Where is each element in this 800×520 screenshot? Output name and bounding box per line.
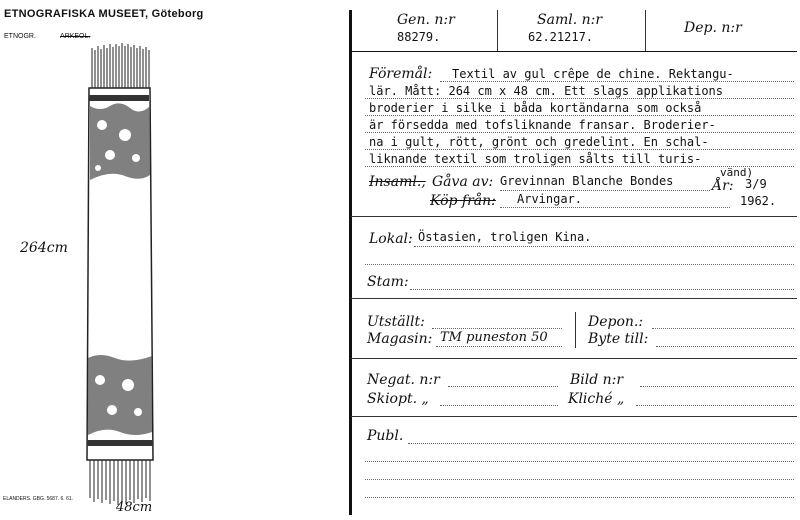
printer-mark: ELANDERS. GBG. 5687. 6. 61. [3,496,74,502]
lokal-value: Östasien, troligen Kina. [418,230,592,244]
lokal-label: Lokal: [369,231,413,247]
saml-value: 62.21217. [528,30,594,44]
gava-label: Gåva av: [432,174,494,190]
gen-label: Gen. n:r [397,12,455,28]
magasin-label: Magasin: [367,331,433,347]
card-divider [349,10,352,515]
bild-label: Bild n:r [570,372,624,388]
byte-label: Byte till: [588,331,649,347]
publ-label: Publ. [367,428,404,444]
dep-label: Dep. n:r [684,20,742,36]
museum-name: ETNOGRAFISKA MUSEET, Göteborg [4,8,204,20]
foremal-label: Föremål: [369,66,433,82]
arkeol-label: ARKEOL. [60,33,91,40]
year-value: 1962. [740,194,777,208]
foremal-line-6: liknande textil som troligen sålts till turis- [369,152,702,166]
foremal-line-2: lär. Mått: 264 cm x 48 cm. Ett slags applikations [369,84,724,98]
etnogr-label: ETNOGR. [4,33,36,40]
foremal-line-1: Textil av gul crêpe de chine. Rektangu- [452,67,734,81]
vand-note: vänd) [720,166,754,179]
cliche-label: Kliché „ [568,391,625,407]
width-note: 48cm [116,500,153,515]
ar-value: 3/9 [745,177,767,191]
saml-label: Saml. n:r [537,12,603,28]
insaml-label: Insaml., [369,174,426,190]
negat-label: Negat. n:r [367,372,440,388]
ar-label: År: [712,178,734,194]
length-note: 264cm [20,240,68,256]
utstallt-label: Utställt: [367,314,425,330]
kop-value: Arvingar. [517,192,583,206]
foremal-line-4: är försedda med tofsliknande fransar. Broderier- [369,118,716,132]
stam-label: Stam: [367,274,409,290]
magasin-value: TM puneston 50 [440,330,548,345]
foremal-line-5: na i gult, rött, grönt och gredelint. En schal- [369,135,709,149]
textile-sketch [70,40,170,510]
foremal-line-3: broderier i silke i båda kortändarna som också [369,101,702,115]
gava-value: Grevinnan Blanche Bondes [500,174,674,188]
skiopt-label: Skiopt. „ [367,391,429,407]
kop-label: Köp från: [430,193,496,209]
depon-label: Depon.: [588,314,644,330]
gen-value: 88279. [397,30,441,44]
